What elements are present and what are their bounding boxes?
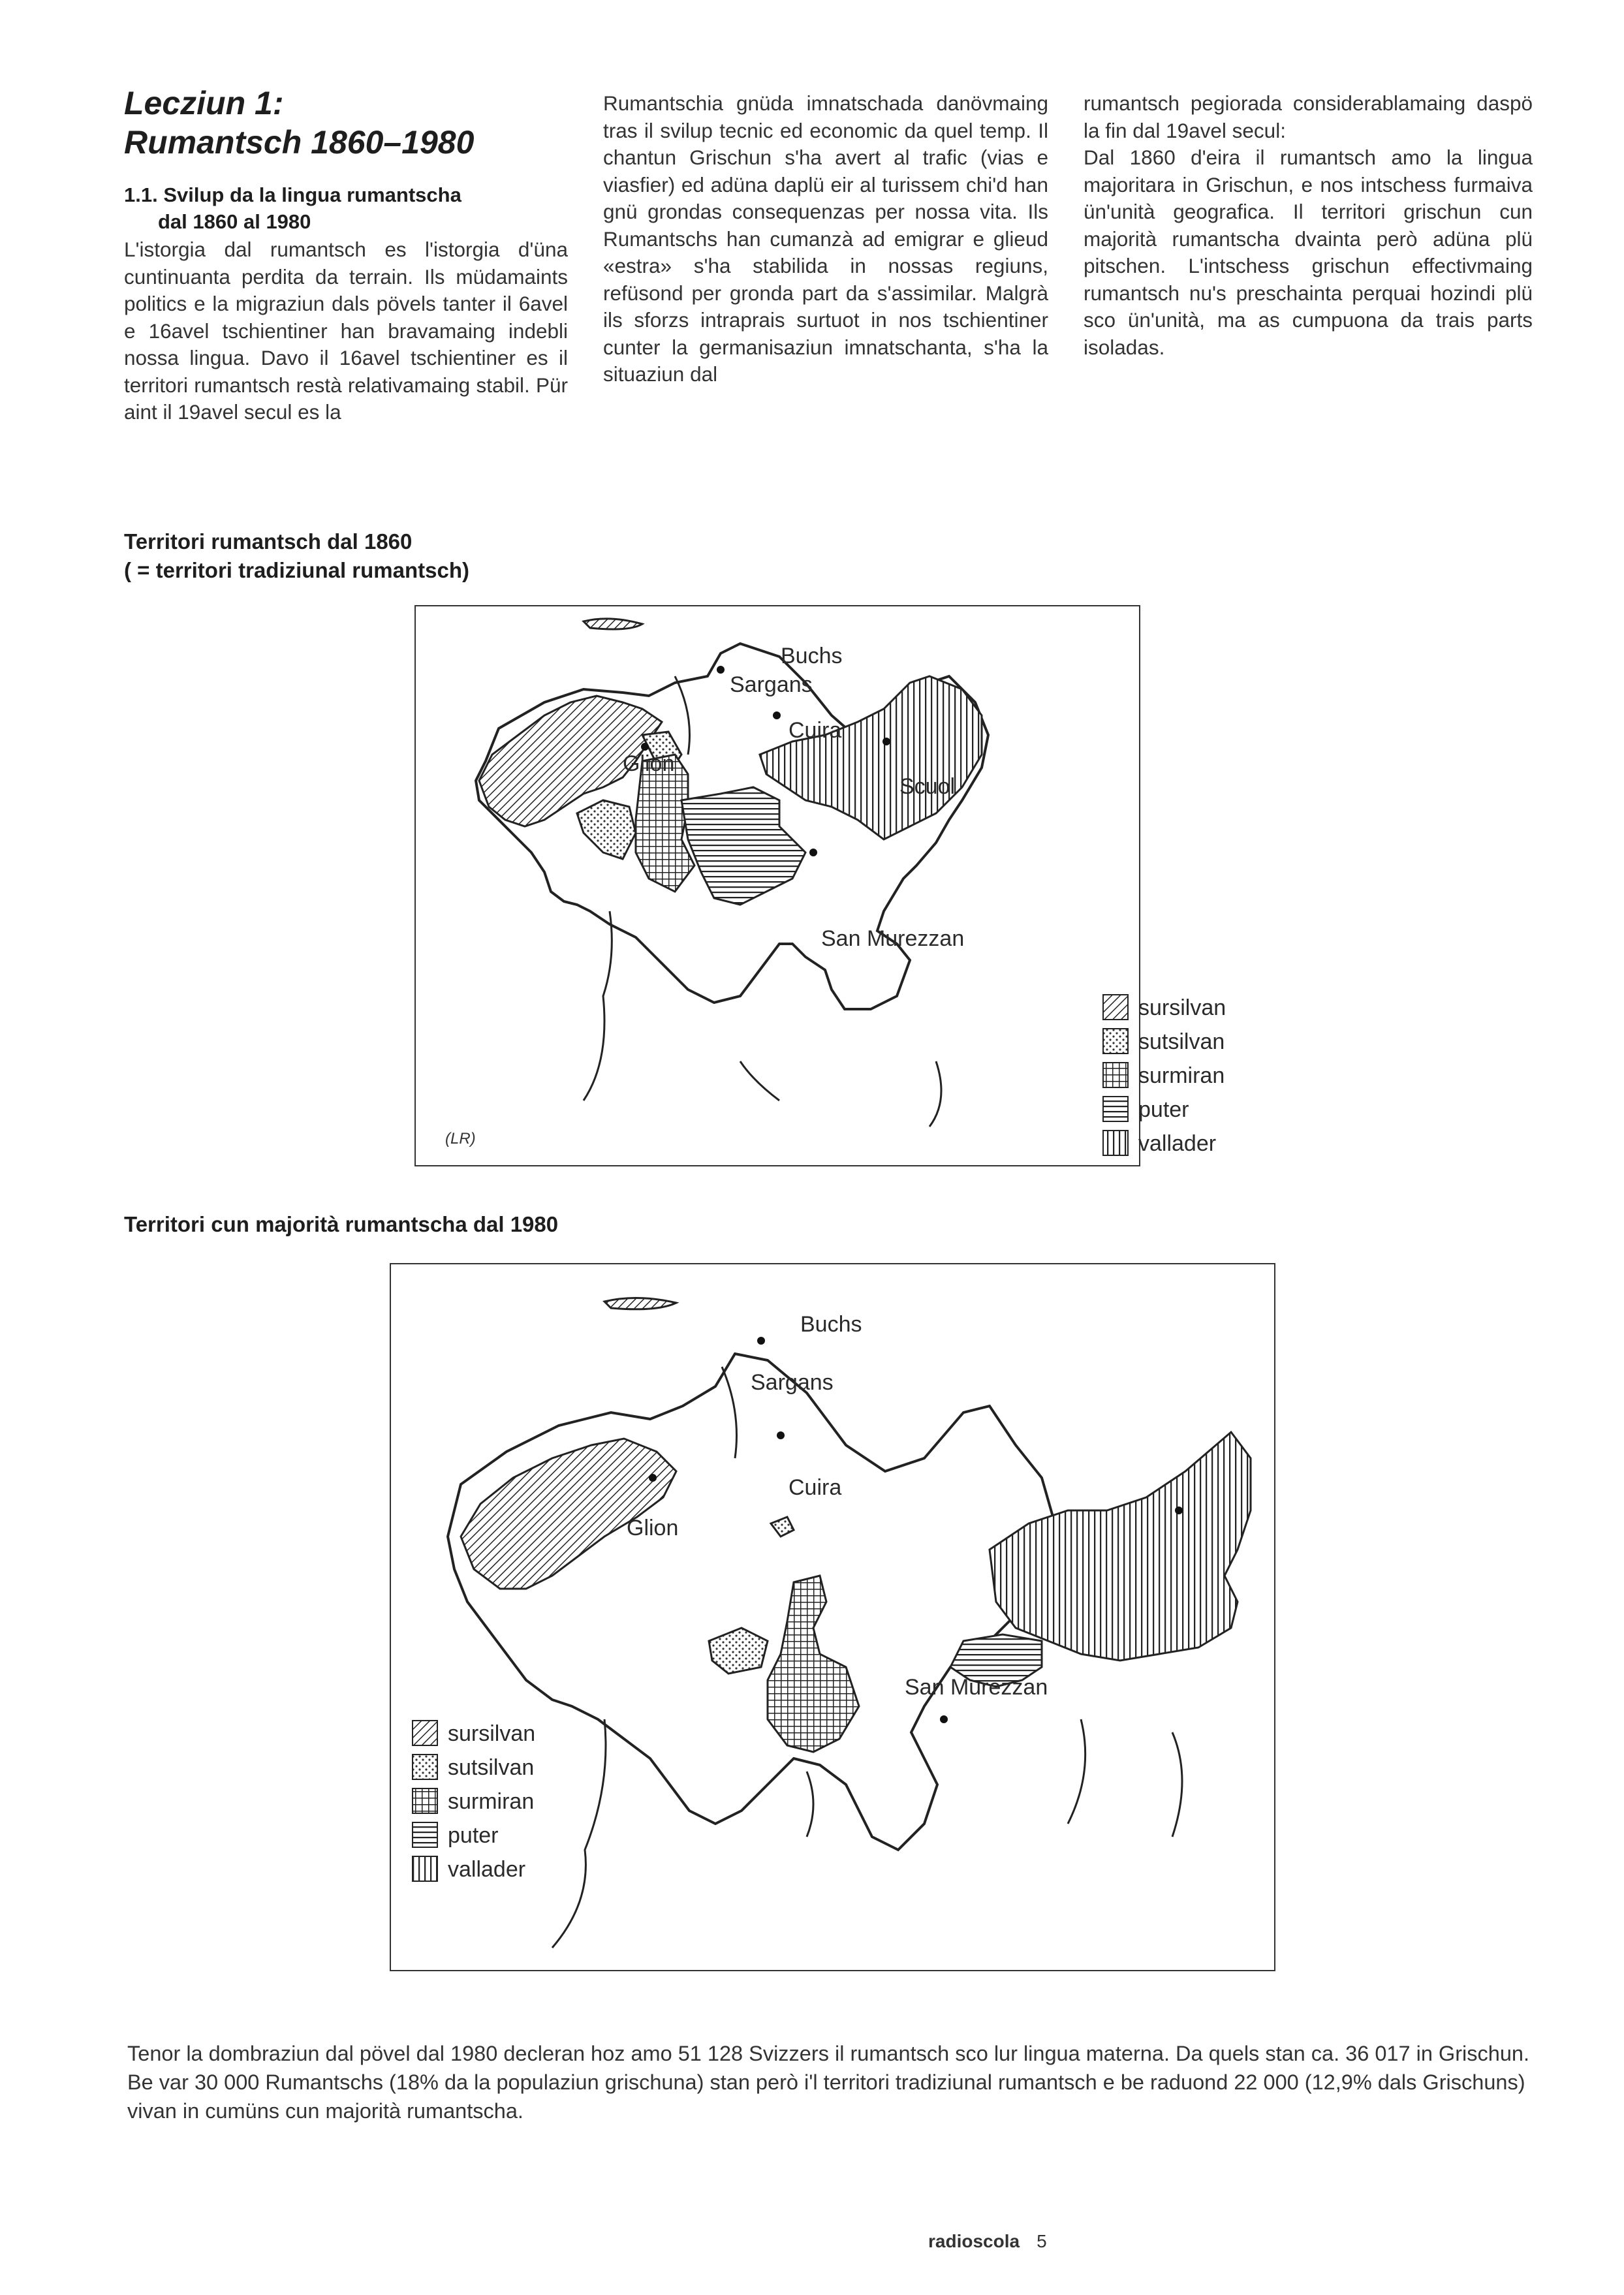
legend2-label-sursilvan: sursilvan xyxy=(448,1721,536,1746)
map1-label-glion: Glion xyxy=(623,751,675,776)
map1-legend xyxy=(1103,995,1226,1156)
map1-dot-san-murezzan xyxy=(809,849,817,856)
map1-label-cuira: Cuira xyxy=(789,718,842,743)
legend1-swatch-vallader xyxy=(1103,1131,1128,1155)
lesson-title xyxy=(124,84,474,162)
map1-dot-cuira xyxy=(773,711,781,719)
legend1-label-puter: puter xyxy=(1138,1097,1189,1122)
legend1-swatch-puter xyxy=(1103,1097,1128,1121)
legend2-swatch-surmiran xyxy=(413,1788,437,1813)
map1-dot-sargans xyxy=(717,666,725,674)
text-column-3 xyxy=(1084,90,1533,361)
section-heading xyxy=(124,181,461,235)
lesson-title-line2: Rumantsch 1860–1980 xyxy=(124,124,475,161)
text-column-1: L'istorgia dal rumantsch es l'istorgia d'üna cuntinuanta perdita da terrain. Ils müdamaints politics e la migraziun dals pövels tanter il 6avel e 16avel tschientiner han bravamaing indebli nossa lingua. Davo il 16avel tschientiner es il territori rumantsch restà relativamaing stabil. Pür aint il 19avel secul es la xyxy=(124,238,568,424)
legend2-label-sutsilvan: sutsilvan xyxy=(448,1755,535,1780)
map1-caption-line1: Territori rumantsch dal 1860 xyxy=(124,529,413,554)
map1-caption xyxy=(124,527,469,585)
map2-dot-san-murezzan xyxy=(940,1715,948,1723)
map1-label-san-murezzan: San Murezzan xyxy=(821,926,965,951)
map1-label-scuol: Scuol xyxy=(899,774,956,799)
map2-lake xyxy=(604,1298,676,1309)
map2-dot-cuira xyxy=(777,1431,785,1439)
map1-label-buchs: Buchs xyxy=(781,644,843,668)
legend2-swatch-sursilvan xyxy=(413,1721,437,1745)
map2-label-sargans: Sargans xyxy=(751,1370,834,1395)
map-1980 xyxy=(389,1262,1277,1974)
map2-legend xyxy=(413,1721,535,1882)
legend2-swatch-puter xyxy=(413,1822,437,1847)
map-1860 xyxy=(414,604,1249,1192)
legend2-swatch-vallader xyxy=(413,1856,437,1881)
legend2-swatch-sutsilvan xyxy=(413,1755,437,1779)
legend1-label-surmiran: surmiran xyxy=(1138,1063,1225,1088)
map2-canton-outline xyxy=(448,1354,1055,1850)
map1-caption-line2: ( = territori tradiziunal rumantsch) xyxy=(124,558,469,582)
map1-dot-scuol xyxy=(882,738,890,745)
map2-label-buchs: Buchs xyxy=(800,1312,862,1337)
map2-dot-glion xyxy=(649,1474,657,1482)
footer-page-number: 5 xyxy=(1037,2231,1047,2251)
map1-dot-glion xyxy=(641,743,649,751)
section-heading-line1: 1.1. Svilup da la lingua rumantscha xyxy=(124,183,461,206)
legend2-label-vallader: vallader xyxy=(448,1857,526,1882)
footer-publisher: radioscola xyxy=(928,2231,1020,2251)
map1-label-sargans: Sargans xyxy=(730,672,813,697)
legend1-swatch-sutsilvan xyxy=(1103,1029,1128,1054)
map2-label-glion: Glion xyxy=(627,1516,679,1540)
legend2-label-surmiran: surmiran xyxy=(448,1789,535,1814)
legend1-label-sutsilvan: sutsilvan xyxy=(1138,1029,1225,1054)
text-column-2: Rumantschia gnüda imnatschada danövmaing tras il svilup tecnic ed economic da quel temp. Il chantun Grischun s'ha avert al trafic (vias e viasfier) ed adüna daplü eir al turissem chi'd han gnü grondas consequenzas per nossa vita. Ils Rumantschs han cumanzà ad emigrar e glieud «estra» s'ha stabilida in nossas regiuns, refüsond per gronda part da s'assimilar. Malgrà ils sforzs intraprais surtuot in nos tschientiner cunter la germanisaziun imnatschanta, s'ha la situaziun dal xyxy=(603,91,1048,386)
legend1-label-vallader: vallader xyxy=(1138,1131,1217,1156)
map2-dot-vallader-place xyxy=(1175,1507,1183,1514)
map1-lake xyxy=(584,619,642,629)
census-paragraph: Tenor la dombraziun dal pövel dal 1980 decleran hoz amo 51 128 Svizzers il rumantsch sco lur lingua materna. Da quels stan ca. 36 017 in Grischun. Be var 30 000 Rumantschs (18% da la populaziun grischuna) stan però i'l territori tradiziunal rumantsch e be raduond 22 000 (12,9% dals Grischuns) vivan in cumüns cun majorità rumantscha. xyxy=(127,2042,1529,2123)
text-column-3-intro: rumantsch pegiorada considerablamaing daspö la fin dal 19avel secul: xyxy=(1084,91,1533,142)
map2-caption: Territori cun majorità rumantscha dal 1980 xyxy=(124,1212,559,1236)
map2-label-san-murezzan: San Murezzan xyxy=(905,1675,1048,1700)
page-footer xyxy=(928,2231,1047,2252)
map2-label-cuira: Cuira xyxy=(789,1475,842,1500)
legend1-swatch-surmiran xyxy=(1103,1063,1128,1087)
legend1-swatch-sursilvan xyxy=(1103,995,1128,1020)
map2-dot-sargans xyxy=(757,1337,765,1345)
map1-credit: (LR) xyxy=(445,1130,476,1148)
legend2-label-puter: puter xyxy=(448,1823,499,1848)
text-column-3-body: Dal 1860 d'eira il rumantsch amo la lingua majoritara in Grischun, e nos intschess furmaiva ün'unità geografica. Il territori grischun cun majorità rumantscha dvainta però adüna plü pitschen. L'intschess grischun effectivmaing rumantsch nu's preschainta perquai hozindi plü sco ün'unità, ma as cumpuona da trais parts isoladas. xyxy=(1084,146,1533,359)
section-heading-line2: dal 1860 al 1980 xyxy=(158,210,311,233)
lesson-title-line1: Lecziun 1: xyxy=(124,85,284,121)
legend1-label-sursilvan: sursilvan xyxy=(1138,995,1226,1020)
